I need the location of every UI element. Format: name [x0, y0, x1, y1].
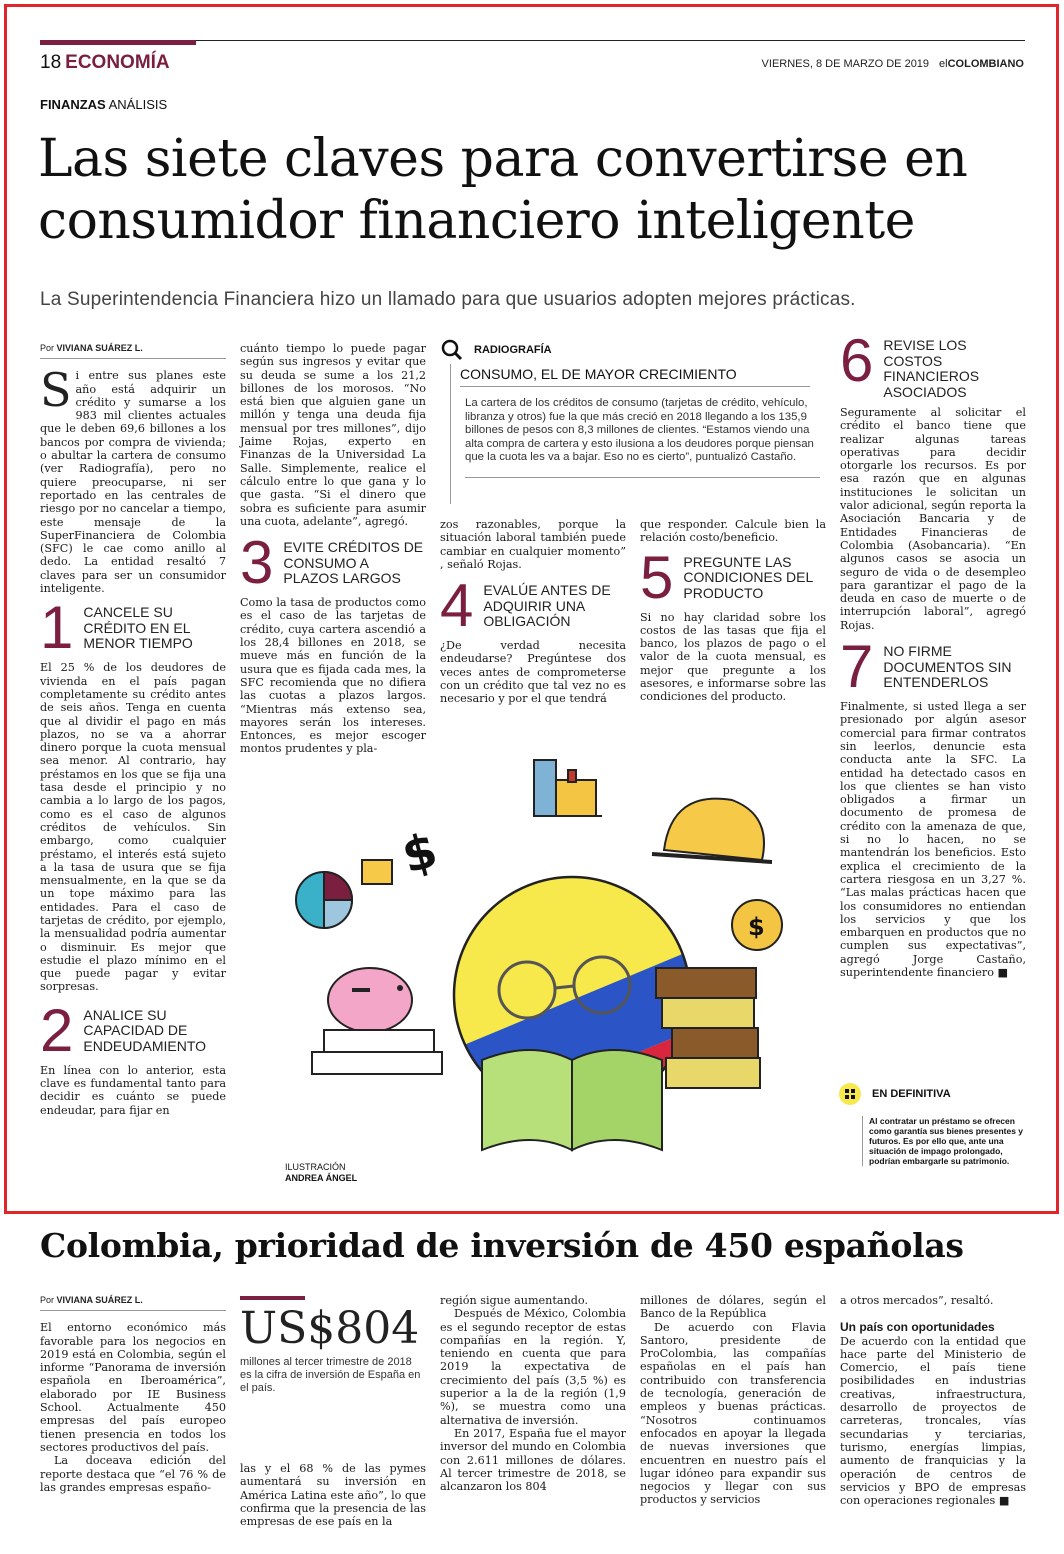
article-column-5 [840, 327, 1026, 979]
byline: Por VIVIANA SUÁREZ L. [40, 342, 226, 359]
second-col3-p2: Después de México, Colombia es el segundo receptor de estas compañías en la región. Y, teniendo en cuenta que para 2019 la expectativa de crecimiento del país (3,5 %) es superior a la de la región (1,9 %), se muestra como una alternativa de inversión. [440, 1307, 626, 1427]
illustration [272, 730, 832, 1200]
second-article-column-1 [40, 1294, 226, 1494]
summary-header: EN DEFINITIVA [838, 1082, 1028, 1106]
article-column-2 [240, 342, 426, 756]
key-2-continued: cuánto tiempo lo puede pagar según sus ingresos y evitar que su deuda se sume a los 21,2 billones de los morosos. “No está bien que alguien gane un millón y tenga una deuda fija mensual por tres millones”, dijo Jaime Rojas, experto en Finanzas de la Universidad La Salle. Simplemente, realice el cálculo entre lo que gana y lo que gasta. “Si el dinero que sobra es suficiente para asumir una cuota, adelante”, agregó. [240, 342, 426, 528]
svg-text:$: $ [748, 913, 765, 941]
section-accent-bar [40, 40, 196, 45]
key-7-heading: 7 NO FIRME DOCUMENTOS SIN ENTENDERLOS [840, 633, 1012, 701]
radiography-header: RADIOGRAFÍA [440, 338, 832, 362]
piggy-bank-icon [328, 968, 412, 1032]
key-4-heading: 4 EVALÚE ANTES DE ADQUIRIR UNA OBLIGACIÓN [440, 572, 611, 640]
magnifier-icon [440, 338, 464, 362]
second-article-headline: Colombia, prioridad de inversión de 450 españolas [40, 1226, 964, 1265]
second-end-of-story-mark: ■ [998, 1494, 1010, 1508]
second-col5-p2: De acuerdo con la entidad que hace parte del Ministerio de Comercio, el país tiene posibilidades en industrias creativas, infraestructura, desarrollo de proyectos de carreteras, troncales, vías secundarias y terciarias, turismo, energías limpias, aumento de franquicias y la operación de centros de servicios y BPO de empresas con operaciones regionales ■ [840, 1334, 1026, 1508]
illustration-credit: ILUSTRACIÓN ANDREA ÁNGEL [285, 1162, 358, 1183]
summary-box [838, 1082, 1028, 1166]
radiography-body: La cartera de los créditos de consumo (tarjetas de crédito, vehículo, libranza y otros) fue la que más creció en 2018 llegando a los 135,9 billones de pesos con 8,3 millones de clientes. “Estamos viendo una alta compra de cartera y esto ilusiona a los deudores porque piensan que la cuota les va a bajar. Eso no es cierto”, puntualizó Castaño. [465, 397, 820, 478]
end-of-story-mark: ■ [997, 965, 1009, 979]
factory-icon [534, 760, 602, 816]
article-column-4 [640, 518, 826, 704]
coin-icon [732, 900, 782, 950]
article-kicker [40, 97, 167, 112]
article-deck: La Superintendencia Financiera hizo un llamado para que usuarios adopten mejores prácticas. [40, 289, 856, 310]
issue-date: VIERNES, 8 DE MARZO DE 2019 [761, 58, 930, 70]
big-figure-value: US$804 [240, 1303, 420, 1354]
drop-cap: S [40, 363, 72, 418]
second-article-column-4 [640, 1294, 826, 1507]
key-2-heading: 2 ANALICE SU CAPACIDAD DE ENDEUDAMIENTO [40, 996, 207, 1064]
pie-chart-icon [296, 872, 352, 928]
second-article-column-2 [240, 1462, 426, 1528]
top-rule [40, 40, 1025, 41]
key-6-heading: 6 REVISE LOS COSTOS FINANCIEROS ASOCIADOS [840, 327, 980, 400]
key-3-heading: 3 EVITE CRÉDITOS DE CONSUMO A PLAZOS LARGOS [240, 529, 424, 597]
key-3-text: Como la tasa de productos como es el caso de las tarjetas de crédito, cuya cartera ascendió a los 28,4 billones en 2018, se mueve más en función de la usura que es fijada cada mes, la SFC recomienda que no difiera las cuotas a plazos largos. “Mientras más extenso sea, mayores serán los intereses. Entonces, es mejor escoger montos prudentes y pla- [240, 596, 426, 756]
second-article-column-3 [440, 1294, 626, 1493]
second-col4-p2: De acuerdo con Flavia Santoro, presidente de ProColombia, las compañías españolas en el país han contribuido con transferencia de tecnología, generación de empleos y buenas prácticas. “Nosotros continuamos enfocados en apoyar la llegada de nuevas inversiones que encuentren en nuestro país el lugar idóneo para expandir sus negocios y llegar con sus productos y servicios [640, 1320, 826, 1507]
books-left-icon [312, 1030, 442, 1074]
dollar-sign-icon [396, 822, 443, 885]
key-4-continued: que responder. Calcule bien la relación costo/beneficio. [640, 518, 826, 545]
open-book-icon [482, 1050, 662, 1150]
section-name: ECONOMÍA [65, 52, 170, 73]
page-header-right [762, 58, 1024, 70]
article-headline: Las siete claves para convertirse en consumidor financiero inteligente [38, 129, 968, 251]
puzzle-icon [838, 1082, 862, 1106]
second-col2-text: las y el 68 % de las pymes aumentará su inversión en América Latina este año”, lo que confirma que la presencia de las empresas de ese país en la [240, 1462, 426, 1529]
summary-body: Al contratar un préstamo se ofrecen como garantía sus bienes presentes y futuros. Es por ello que, ante una situación de impago prolongado, podrían embargarle su patrimonio. [862, 1116, 1028, 1166]
big-figure-callout [240, 1296, 425, 1395]
second-subhead: Un país con oportunidades [840, 1320, 995, 1335]
article-column-3 [440, 518, 626, 706]
big-figure-caption: millones al tercer trimestre de 2018 es la cifra de inversión de España en el país. [240, 1356, 421, 1394]
radiography-title: CONSUMO, EL DE MAYOR CRECIMIENTO [460, 366, 810, 387]
second-article-column-5 [840, 1294, 1026, 1507]
second-col4-p1: millones de dólares, según el Banco de la República [640, 1294, 826, 1321]
key-5-text: Si no hay claridad sobre los costos de las tasas que fija el banco, los plazos de pago o el valor de la cuota mensual, es mejor que pregunte a los asesores, e informarse sobre las condiciones del producto. [640, 610, 826, 704]
key-2-text: En línea con lo anterior, esta clave es fundamental tanto para decidir es cuánto se puede endeudar, para fijar en [40, 1063, 226, 1117]
bar-chart-icon [362, 860, 392, 884]
page-number: 18 [40, 52, 62, 73]
key-7-text: Finalmente, si usted llega a ser presionado por algún asesor comercial para firmar contratos sin leerlos, denuncie esta conducta ante la SFC. La entidad ha detectado casos en los que clientes se han visto obligados a firmar un documento de promesa de crédito con la amenaza de que, si no lo hacen, no se mantendrán los beneficios. Esto explica el crecimiento de la cartera riesgosa en un 3,27 %. “Las malas prácticas hacen que los consumidores no entiendan los servicios y que los embarquen en productos que no cumplen sus expectativas”, agregó Jorge Castaño, superintendente financiero ■ [840, 700, 1026, 979]
kicker-section: FINANZAS [40, 97, 106, 112]
second-col5-p1: a otros mercados”, resaltó. [840, 1294, 994, 1307]
callout-accent-bar [240, 1296, 305, 1300]
hard-hat-icon [652, 799, 772, 862]
second-col1-p1: El entorno económico más favorable para los negocios en 2019 está en Colombia, según el informe “Panorama de inversión española en Iberoamérica”, elaborado por IE Business School. Actualmente 450 empresas del país europeo tienen presencia en todos los sectores productivos del país. [40, 1321, 226, 1454]
second-col1-p2: La doceava edición del reporte destaca que “el 76 % de las grandes empresas españo- [40, 1454, 226, 1494]
key-3-continued: zos razonables, porque la situación laboral también puede cambiar en cualquier momento” , señaló Rojas. [440, 518, 626, 571]
second-col3-p3: En 2017, España fue el mayor inversor del mundo en Colombia con 2.611 millones de dólares. Al tercer trimestre de 2018, se alcanzaron los 804 [440, 1426, 626, 1494]
brand-logo: elCOLOMBIANO [939, 58, 1024, 70]
key-1-heading: 1 CANCELE SU CRÉDITO EN EL MENOR TIEMPO [40, 594, 193, 662]
key-1-text: El 25 % de los deudores de vivienda en el país pagan completamente su crédito antes de seis años. Tenga en cuenta que al dividir el pago en más plazos, no se va a ahorrar dinero porque la cuota mensual sea menor. Al contrario, hay préstamos en los que se fija una tasa desde el principio y no cambia a lo largo de los pagos, como es el caso de algunos créditos de vehículos. Sin embargo, como cualquier préstamo, el interés está sujeto a la tasa de usura que se fija mensualmente, en la que se da un tope máximo para las entidades. Para el caso de tarjetas de crédito, por ejemplo, la mensualidad podría aumentar o disminuir. Es mejor que estudie el plazo mínimo en el que puede pagar y evitar sorpresas. [40, 661, 226, 994]
key-6-text: Seguramente al solicitar el crédito el banco tiene que realizar algunas tareas operativas para decidir otorgarle los recursos. Es por esa razón que en algunas instituciones le solicitan un valor adicional, según reporta la Asociación Bancaria y de Entidades Financieras de Colombia (Asobancaria). “En algunos casos se asocia un seguro de vida o de desempleo para garantizar el pago de la deuda en caso de muerte o de interrupción laboral”, agregó Rojas. [840, 406, 1026, 632]
intro-paragraph: Si entre sus planes este año está adquirir un crédito y sumarse a los 983 mil clientes actuales que le deben 69,6 billones a los bancos por compra de vivienda; o abultar la cartera de consumo (ver Radiografía), pero no quiere preocuparse, ni ser reportado en las centrales de riesgo por no cancelar a tiempo, este mensaje de la SuperFinanciera de Colombia (SFC) le cae como anillo al dedo. La entidad resaltó 7 claves para ser un consumidor inteligente. [40, 363, 226, 596]
kicker-type: ANÁLISIS [108, 97, 168, 112]
books-right-icon [656, 968, 760, 1088]
radiography-box [440, 338, 832, 478]
key-4-text: ¿De verdad necesita endeudarse? Pregúntese dos veces antes de comprometerse con un crédito que tal vez no es necesario y por el que tendrá [440, 639, 626, 706]
article-column-1 [40, 342, 226, 1117]
key-5-heading: 5 PREGUNTE LAS CONDICIONES DEL PRODUCTO [640, 543, 813, 611]
page-header-left [40, 52, 170, 74]
radiography-rule [450, 364, 451, 504]
second-col3-p1: región sigue aumentando. [440, 1294, 589, 1307]
second-byline: Por VIVIANA SUÁREZ L. [40, 1294, 226, 1311]
svg-text:$: $ [396, 822, 444, 885]
